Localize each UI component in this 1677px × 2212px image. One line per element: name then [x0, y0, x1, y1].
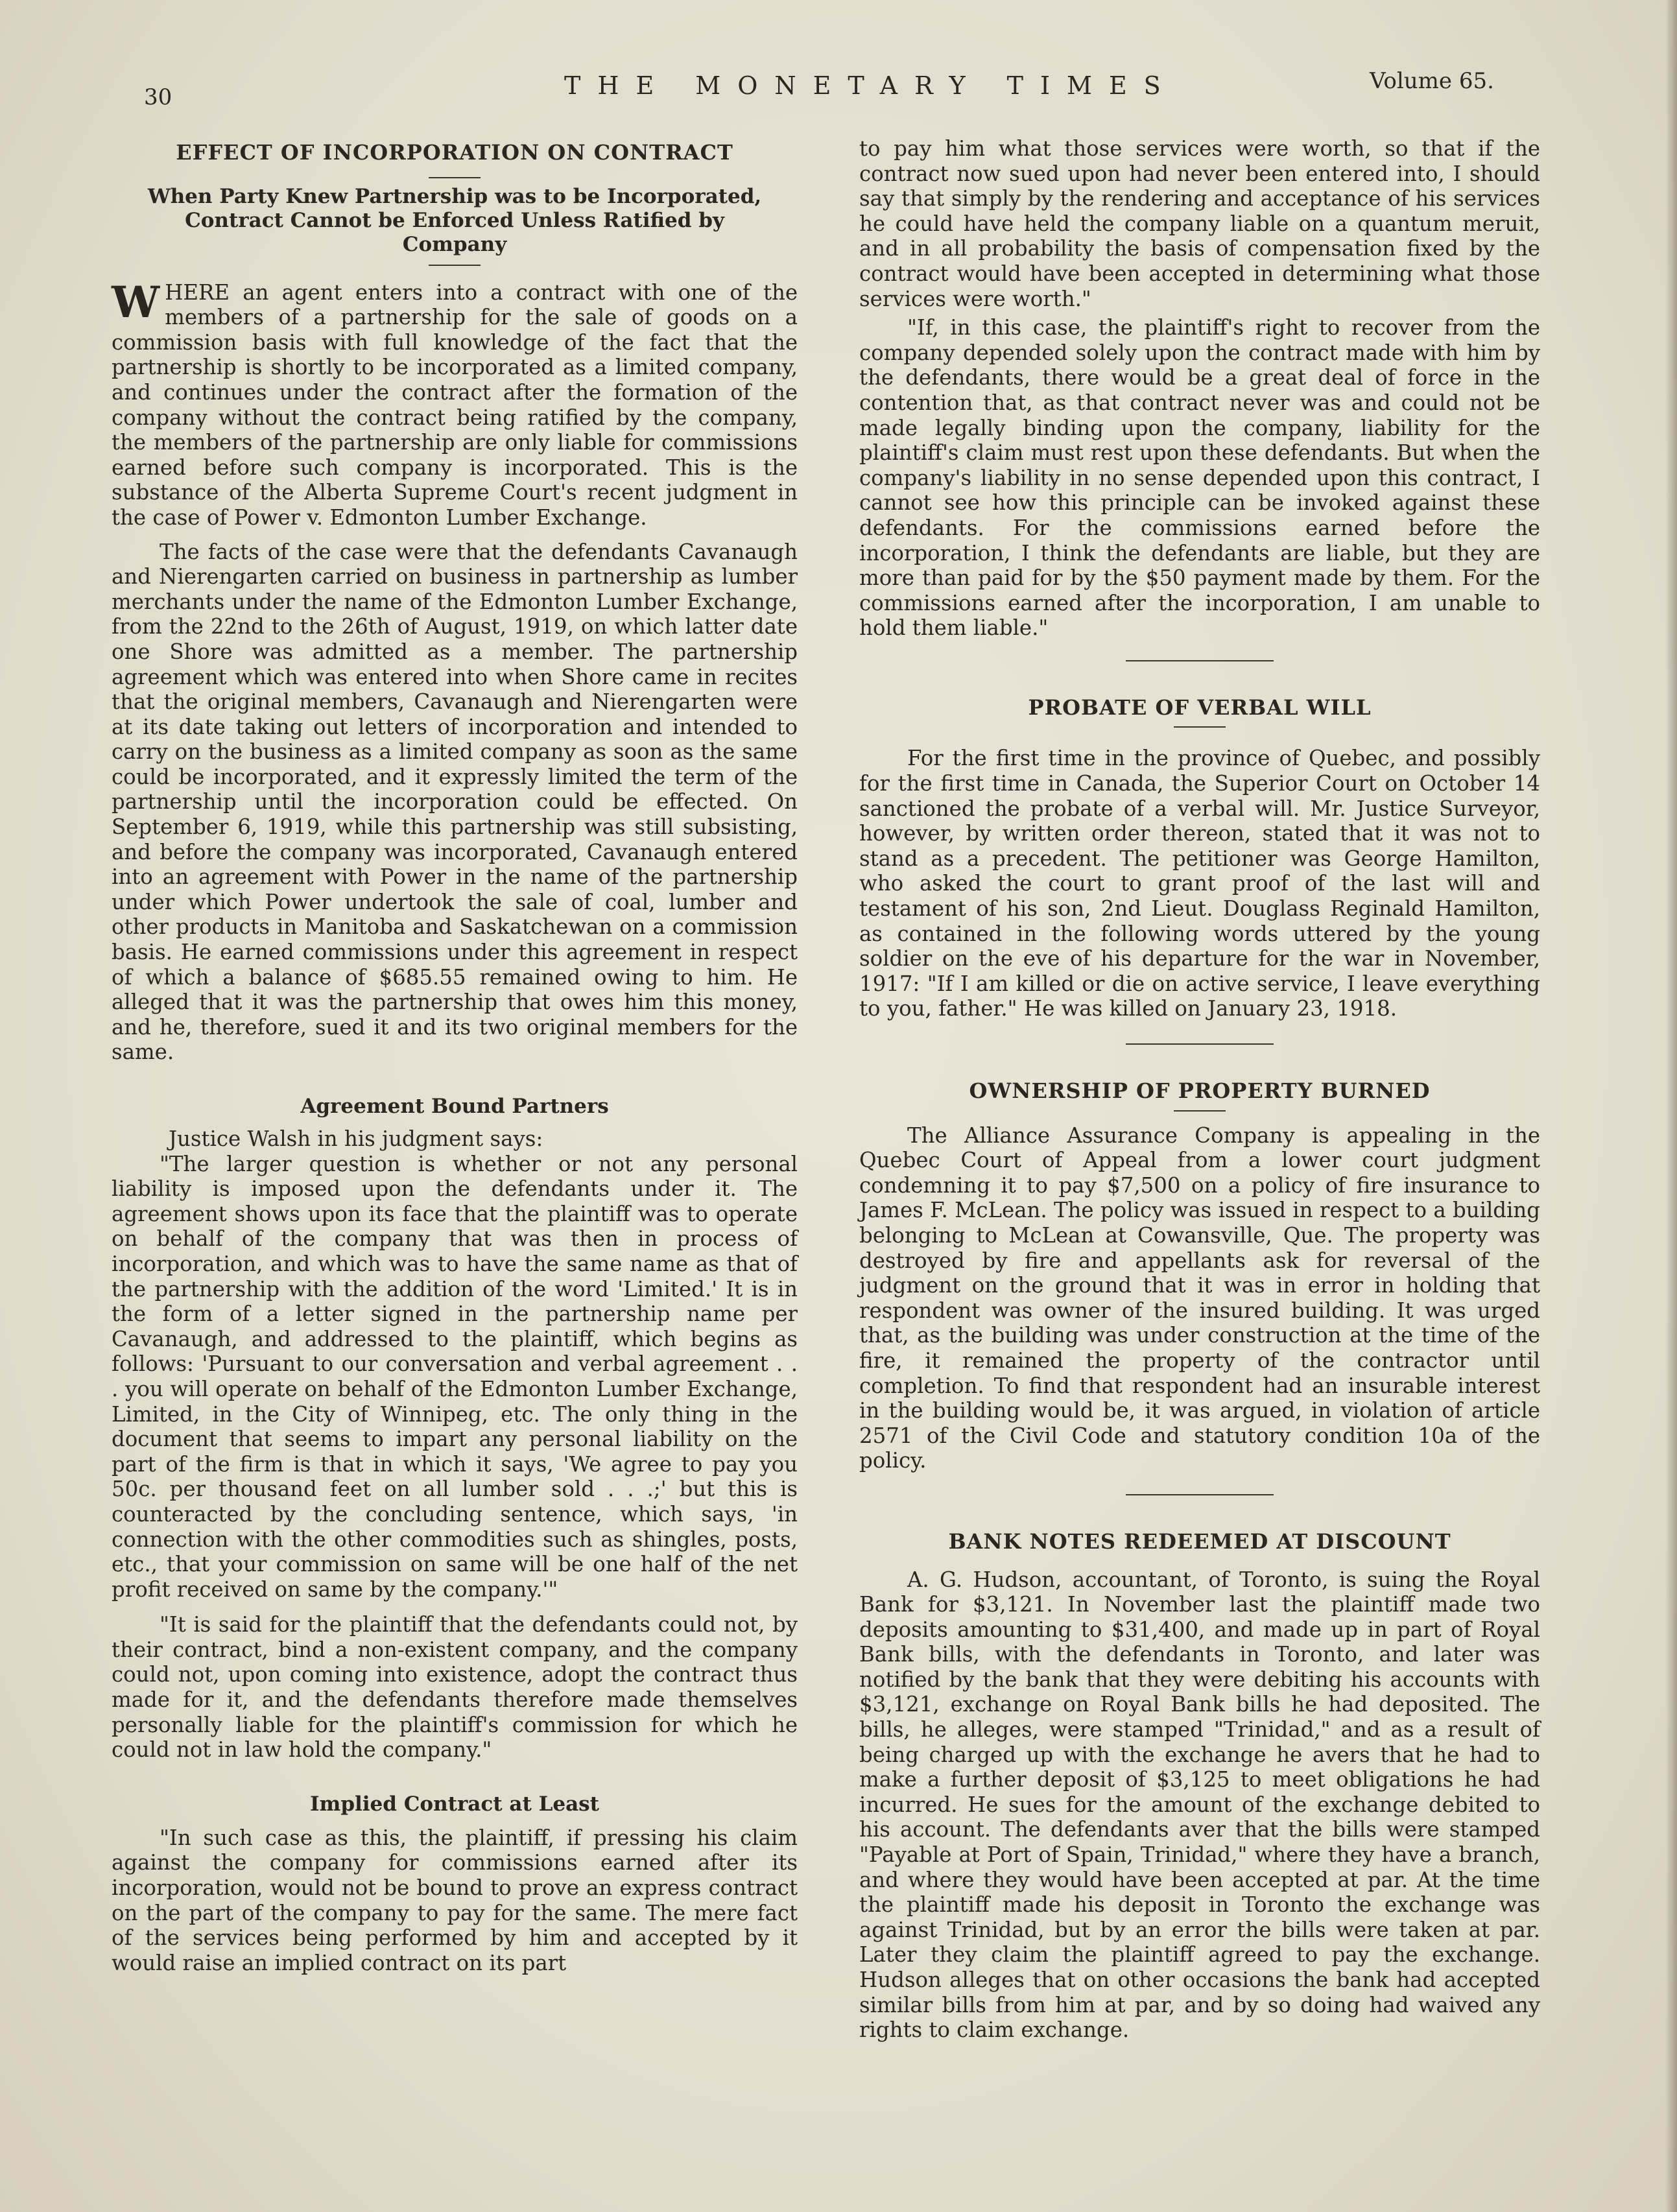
drop-cap: W: [112, 276, 160, 327]
article-title-probate: PROBATE OF VERBAL WILL: [1028, 695, 1372, 720]
section-heading-agreement: Agreement Bound Partners: [300, 1095, 609, 1118]
article-title-incorporation: EFFECT OF INCORPORATION ON CONTRACT: [176, 140, 733, 165]
article-paragraph: A. G. Hudson, accountant, of Toronto, is suing the Royal Bank for $3,121. In November last the plaintiff made two deposits amounting to $31,400, and made up in part of Royal Bank bills, with the defendants in Toronto, and later was notified by the bank that they were debiting his accounts with $3,121, exchange on Royal Bank bills he had deposited. The bills, he alleges, were stamped "Trinidad," and as a result of being charged up with the exchange he avers that he had to make a further deposit of $3,125 to meet obligations he had incurred. He sues for the amount of the exchange debited to his account. The defendants aver that the bills were stamped "Payable at Port of Spain, Trinidad," where they have a branch, and where they would have been accepted at par. At the time the plaintiff made his deposit in Toronto the exchange was against Trinidad, but by an error the bills were taken at par. Later they claim the plaintiff agreed to pay the exchange. Hudson alleges that on other occasions the bank had accepted similar bills from him at par, and by so doing had waived any rights to claim exchange.: [859, 1567, 1540, 2043]
article-subtitle: When Party Knew Partnership was to be Incorporated, Contract Cannot be Enforced Unless Ratified by Company: [147, 184, 762, 256]
section-divider: [1126, 660, 1274, 661]
article-paragraph: "In such case as this, the plaintiff, if pressing his claim against the company for commissions earned after its incorporation, would not be bound to prove an express contract on the part of the company to pay for the same. The mere fact of the services being performed by him and accepted by it would raise an implied contract on its part: [112, 1825, 798, 1975]
subtitle-rule: [429, 265, 481, 266]
right-column: [859, 136, 1540, 2043]
title-rule: [1174, 726, 1226, 728]
article-paragraph: "If, in this case, the plaintiff's right to recover from the company depended solely upon the contract made with him by the defendants, there would be a great deal of force in the contention that, as that contract never was and could not be made legally binding upon the company, liability for the plaintiff's claim must rest upon these defendants. But when the company's liability in no sense depended upon this contract, I cannot see how this principle can be invoked against these defendants. For the commissions earned before the incorporation, I think the defendants are liable, but they are more than paid for by the $50 payment made by them. For the commissions earned after the incorporation, I am unable to hold them liable.": [859, 315, 1540, 641]
article-paragraph: "It is said for the plaintiff that the defendants could not, by their contract, bind a non-existent company, and the company could not, upon coming into existence, adopt the contract thus made for it, and the defendants therefore made themselves personally liable for the plaintiff's commission for which he could not in law hold the company.": [112, 1612, 798, 1763]
section-divider: [1126, 1494, 1274, 1495]
publication-title: THE MONETARY TIMES: [564, 71, 1178, 100]
article-paragraph: For the first time in the province of Quebec, and possibly for the first time in Canada, the Superior Court on October 14 sanctioned the probate of a verbal will. Mr. Justice Surveyor, however, by written order thereon, stated that it was not to stand as a precedent. The petitioner was George Hamilton, who asked the court to grant proof of the last will and testament of his son, 2nd Lieut. Douglass Reginald Hamilton, as contained in the following words uttered by the young soldier on the eve of his departure for the war in November, 1917: "If I am killed or die on active service, I leave everything to you, father." He was killed on January 23, 1918.: [859, 746, 1540, 1021]
page-number: 30: [144, 84, 172, 110]
left-column: [112, 136, 798, 1975]
volume-label: Volume 65.: [1370, 68, 1494, 94]
article-paragraph: to pay him what those services were worth, so that if the contract now sued upon had never been entered into, I should say that simply by the rendering and acceptance of his services he could have held the company liable on a quantum meruit, and in all probability the basis of compensation fixed by the contract would have been accepted in determining what those services were worth.": [859, 136, 1540, 311]
article-paragraph: Justice Walsh in his judgment says:: [169, 1126, 543, 1151]
article-title-ownership: OWNERSHIP OF PROPERTY BURNED: [969, 1078, 1431, 1103]
section-divider: [1126, 1043, 1274, 1045]
article-paragraph: The Alliance Assurance Company is appealing in the Quebec Court of Appeal from a lower court judgment condemning it to pay $7,500 on a policy of fire insurance to James F. McLean. The policy was issued in respect to a building belonging to McLean at Cowansville, Que. The property was destroyed by fire and appellants ask for reversal of the judgment on the ground that it was in error in holding that respondent was owner of the insured building. It was urged that, as the building was under construction at the time of the fire, it remained the property of the contractor until completion. To find that respondent had an insurable interest in the building would be, it was argued, in violation of article 2571 of the Civil Code and statutory condition 10a of the policy.: [859, 1123, 1540, 1473]
section-heading-implied-contract: Implied Contract at Least: [310, 1792, 599, 1816]
page-header: [0, 65, 1677, 110]
page-edge-shadow: [1665, 0, 1677, 2212]
article-paragraph: WHERE an agent enters into a contract with one of the members of a partnership for the sale of goods on a commission basis with full knowledge of the fact that the partnership is shortly to be incorporated as a limited company, and continues under the contract after the formation of the company without the contract being ratified by the company, the members of the partnership are only liable for commissions earned before such company is incorporated. This is the substance of the Alberta Supreme Court's recent judgment in the case of Power v. Edmonton Lumber Exchange.: [112, 276, 798, 530]
title-rule: [429, 177, 481, 178]
article-paragraph: The facts of the case were that the defendants Cavanaugh and Nierengarten carried on business in partnership as lumber merchants under the name of the Edmonton Lumber Exchange, from the 22nd to the 26th of August, 1919, on which latter date one Shore was admitted as a member. The partnership agreement which was entered into when Shore came in recites that the original members, Cavanaugh and Nierengarten were at its date taking out letters of incorporation and intended to carry on the business as a limited company as soon as the same could be incorporated, and it expressly limited the term of the partnership until the incorporation could be effected. On September 6, 1919, while this partnership was still subsisting, and before the company was incorporated, Cavanaugh entered into an agreement with Power in the name of the partnership under which Power undertook the sale of coal, lumber and other products in Manitoba and Saskatchewan on a commission basis. He earned commissions under this agreement in respect of which a balance of $685.55 remained owing to him. He alleged that it was the partnership that owes him this money, and he, therefore, sued it and its two original members for the same.: [112, 539, 798, 1065]
article-paragraph: "The larger question is whether or not any personal liability is imposed upon the defendants under it. The agreement shows upon its face that the plaintiff was to operate on behalf of the company that was then in process of incorporation, and which was to have the same name as that of the partnership with the addition of the word 'Limited.' It is in the form of a letter signed in the partnership name per Cavanaugh, and addressed to the plaintiff, which begins as follows: 'Pursuant to our conversation and verbal agreement . . . you will operate on behalf of the Edmonton Lumber Exchange, Limited, in the City of Winnipeg, etc. The only thing in the document that seems to impart any personal liability on the part of the firm is that in which it says, 'We agree to pay you 50c. per thousand feet on all lumber sold . . .;' but this is counteracted by the concluding sentence, which says, 'in connection with the other commodities such as shingles, posts, etc., that your commission on same will be one half of the net profit received on same by the company.'": [112, 1151, 798, 1602]
article-title-bank-notes: BANK NOTES REDEEMED AT DISCOUNT: [948, 1528, 1451, 1554]
title-rule: [1174, 1110, 1226, 1112]
